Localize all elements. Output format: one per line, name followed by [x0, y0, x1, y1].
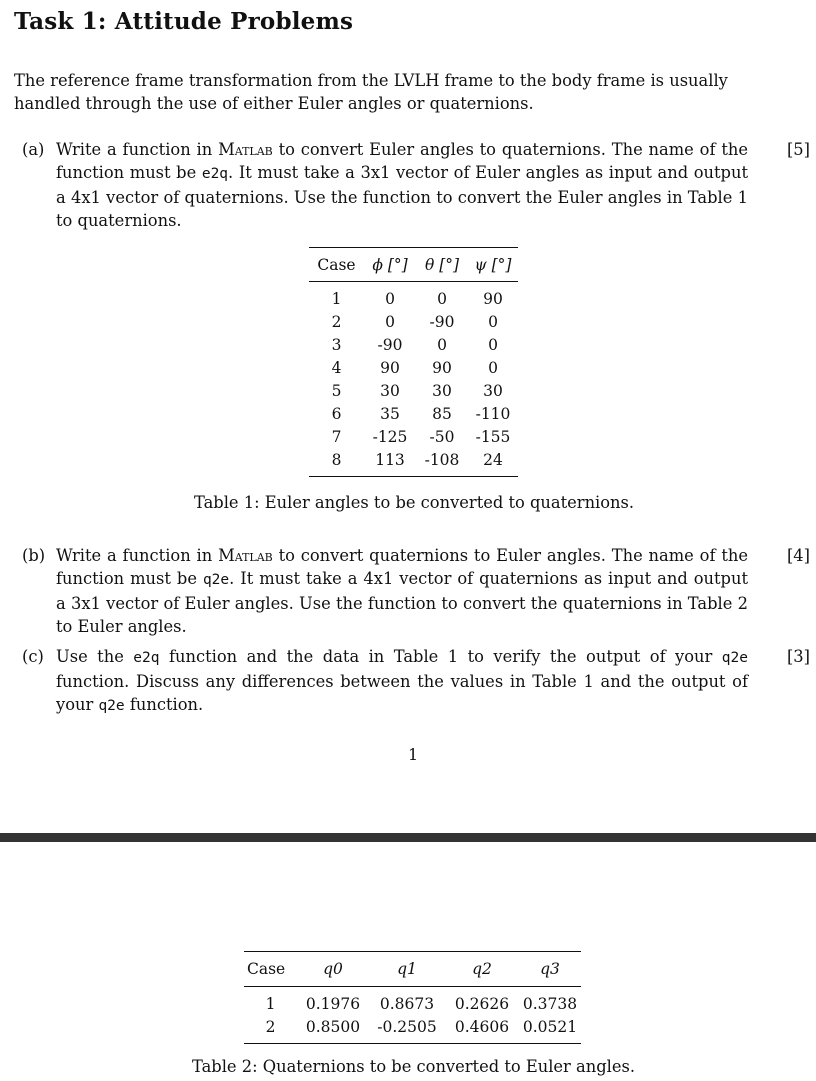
table-row: 6 35 85 -110 — [331, 404, 511, 423]
question-b-label: (b) — [22, 546, 46, 565]
question-c-marks: [3] — [786, 647, 810, 666]
table-row: 1 0.1976 0.8673 0.2626 0.3738 — [265, 994, 578, 1013]
column-header: θ [°] — [416, 248, 468, 282]
question-b-text: Write a function in Matlab to convert quaternions to Euler angles. The name of the function must be q2e. It must take a 4x1 vector of quaternions as input and output a 3x1 vector of Euler angles. Use the function to convert the quaternions in Table 2 to Euler angles. — [56, 546, 748, 636]
question-a-label: (a) — [22, 140, 45, 159]
column-header: q2 — [445, 952, 519, 987]
quaternions-table — [244, 951, 581, 1044]
question-a-marks: [5] — [786, 140, 810, 159]
matlab-name: Matlab — [218, 140, 273, 159]
column-header: q3 — [519, 952, 581, 987]
function-name-q2e: q2e — [721, 650, 748, 666]
column-header: Case — [309, 248, 364, 282]
table-row: 2 0 -90 0 — [331, 312, 498, 331]
column-header: ψ [°] — [468, 248, 518, 282]
table-row: 1 0 0 90 — [331, 289, 503, 308]
table-row: 3 -90 0 0 — [331, 335, 498, 354]
question-c-text: Use the e2q function and the data in Table 1 to verify the output of your q2e function. Discuss any differences between the values in Table 1 and the output of your q2e function. — [56, 647, 748, 714]
function-name-q2e: q2e — [202, 572, 230, 588]
euler-angles-table — [309, 247, 518, 477]
matlab-name: Matlab — [218, 546, 273, 565]
page-divider — [0, 833, 816, 842]
function-name-q2e: q2e — [98, 698, 125, 714]
column-header: q1 — [369, 952, 445, 987]
table-row: 7 -125 -50 -155 — [331, 427, 511, 446]
question-a-text: Write a function in Matlab to convert Euler angles to quaternions. The name of the function must be e2q. It must take a 3x1 vector of Euler angles as input and output a 4x1 vector of quaternions. Use the function to convert the Euler angles in Table 1 to quaternions. — [56, 140, 748, 230]
task-heading: Task 1: Attitude Problems — [14, 8, 354, 35]
table-header-row — [309, 248, 518, 282]
column-header: Case — [244, 952, 297, 987]
function-name-e2q: e2q — [133, 650, 160, 666]
table-row: 5 30 30 30 — [331, 381, 503, 400]
function-name-e2q: e2q — [201, 166, 229, 182]
table-row: 4 90 90 0 — [331, 358, 498, 377]
table2-caption: Table 2: Quaternions to be converted to Euler angles. — [192, 1057, 636, 1076]
table1-caption: Table 1: Euler angles to be converted to quaternions. — [194, 493, 635, 512]
question-b-marks: [4] — [786, 546, 810, 565]
intro-paragraph: The reference frame transformation from the LVLH frame to the body frame is usually handled through the use of either Euler angles or quaternions. — [14, 71, 728, 113]
table-row: 2 0.8500 -0.2505 0.4606 0.0521 — [265, 1017, 578, 1036]
table-header-row — [244, 952, 581, 987]
page-number: 1 — [408, 745, 419, 764]
column-header: ϕ [°] — [364, 248, 416, 282]
column-header: q0 — [297, 952, 369, 987]
question-c-label: (c) — [22, 647, 44, 666]
table-row: 8 113 -108 24 — [331, 450, 503, 469]
